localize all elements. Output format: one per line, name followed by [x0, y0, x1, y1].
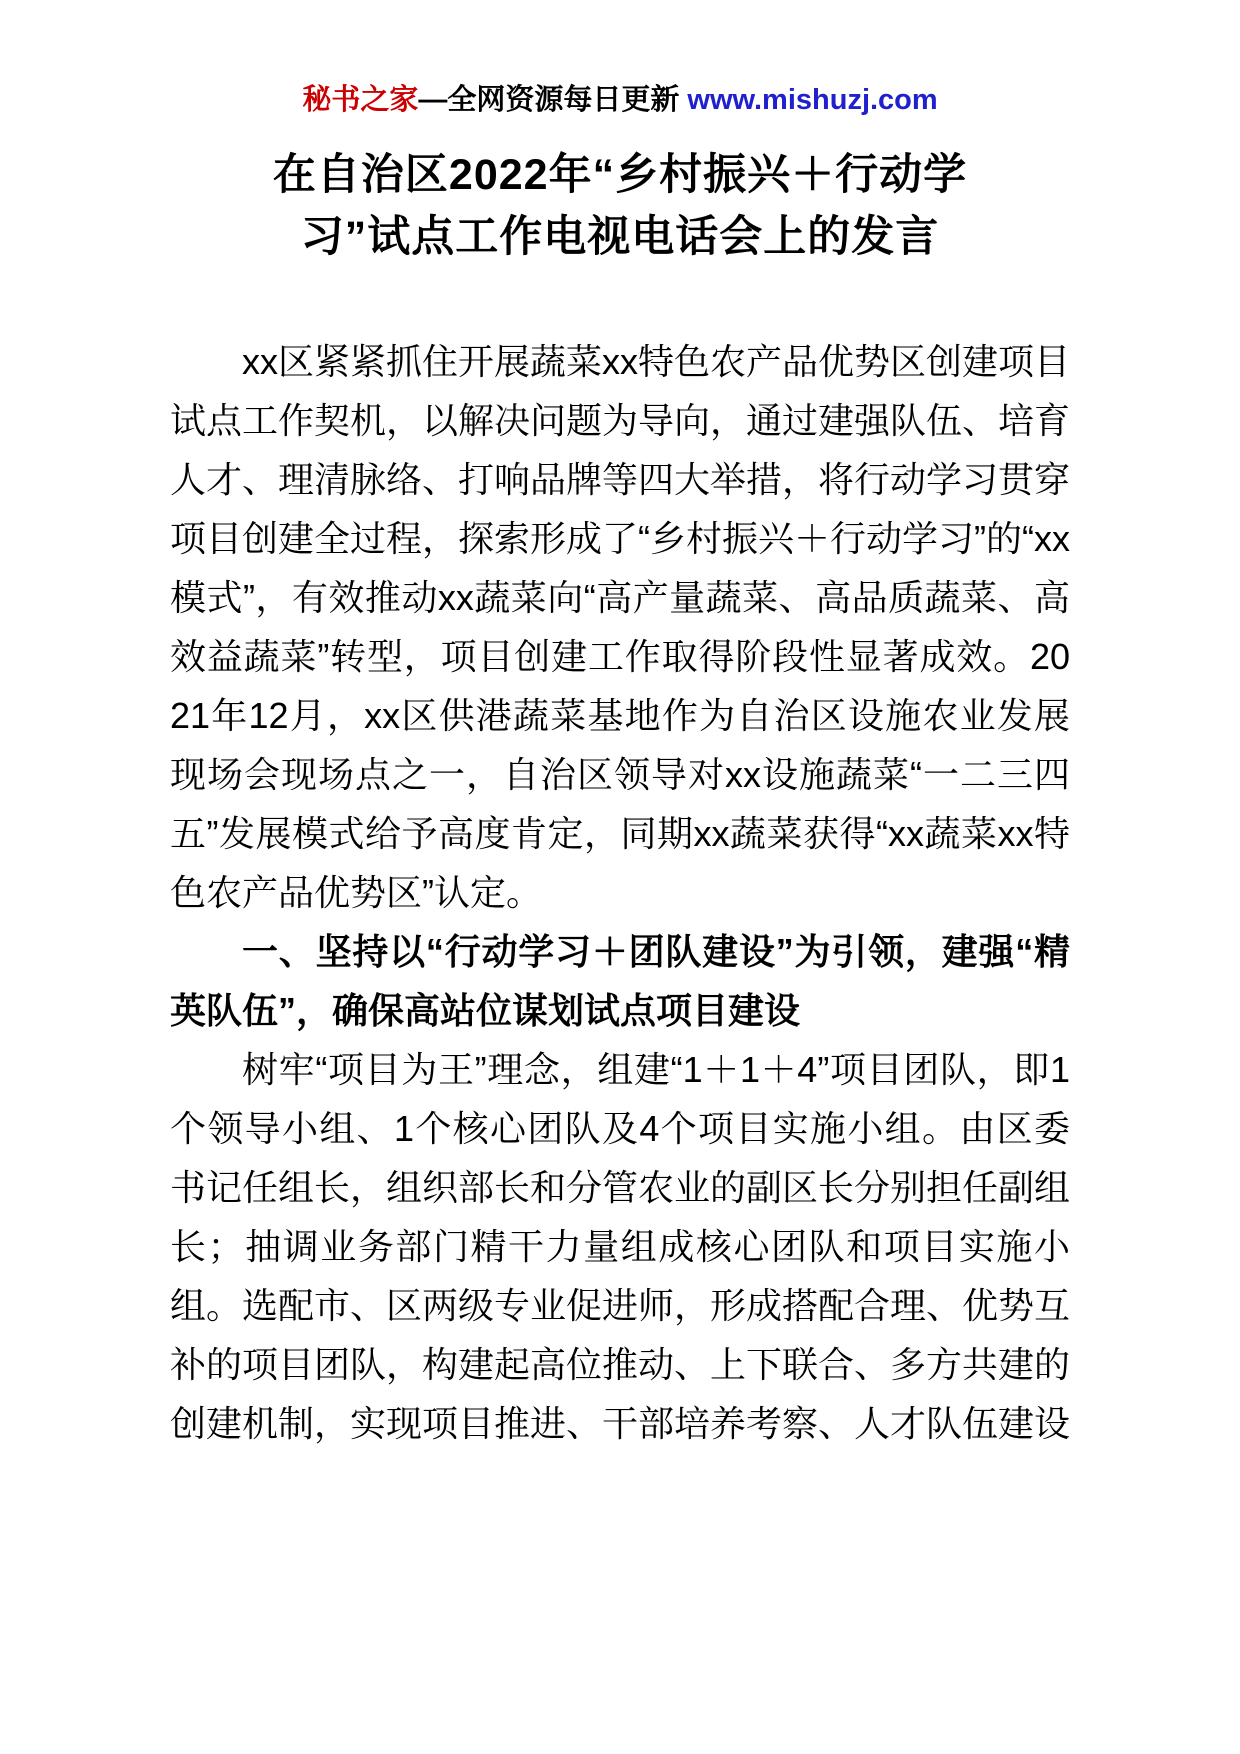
body-paragraph-2: 树牢“项目为王”理念，组建“1＋1＋4”项目团队，即1个领导小组、1个核心团队及4个项目实施小组。由区委书记任组长，组织部长和分管农业的副区长分别担任副组长；抽调业务部门精干力量组成核心团队和项目实施小组。选配市、区两级专业促进师，形成搭配合理、优势互补的项目团队，构建起高位推动、上下联合、多方共建的创建机制，实现项目推进、干部培养考察、人才队伍建设 [170, 1049, 1071, 1444]
document-body [170, 332, 1070, 1453]
document-title-line2: 习”试点工作电视电话会上的发言 [300, 213, 940, 261]
site-tagline: —全网资源每日更新 [418, 84, 688, 116]
document-title-line1: 在自治区2022年“乡村振兴＋行动学 [272, 151, 968, 199]
site-url[interactable]: www.mishuzj.com [687, 84, 938, 116]
section-heading-1: 一、坚持以“行动学习＋团队建设”为引领，建强“精英队伍”，确保高站位谋划试点项目建设 [170, 931, 1070, 1031]
site-header [170, 82, 1070, 118]
site-brand: 秘书之家 [302, 84, 419, 116]
body-paragraph-1: xx区紧紧抓住开展蔬菜xx特色农产品优势区创建项目试点工作契机，以解决问题为导向，通过建强队伍、培育人才、理清脉络、打响品牌等四大举措，将行动学习贯穿项目创建全过程，探索形成了“乡村振兴＋行动学习”的“xx模式”，有效推动xx蔬菜向“高产量蔬菜、高品质蔬菜、高效益蔬菜”转型，项目创建工作取得阶段性显著成效。2021年12月，xx区供港蔬菜基地作为自治区设施农业发展现场会现场点之一，自治区领导对xx设施蔬菜“一二三四五”发展模式给予高度肯定，同期xx蔬菜获得“xx蔬菜xx特色农产品优势区”认定。 [170, 341, 1071, 913]
document-title [170, 144, 1070, 268]
